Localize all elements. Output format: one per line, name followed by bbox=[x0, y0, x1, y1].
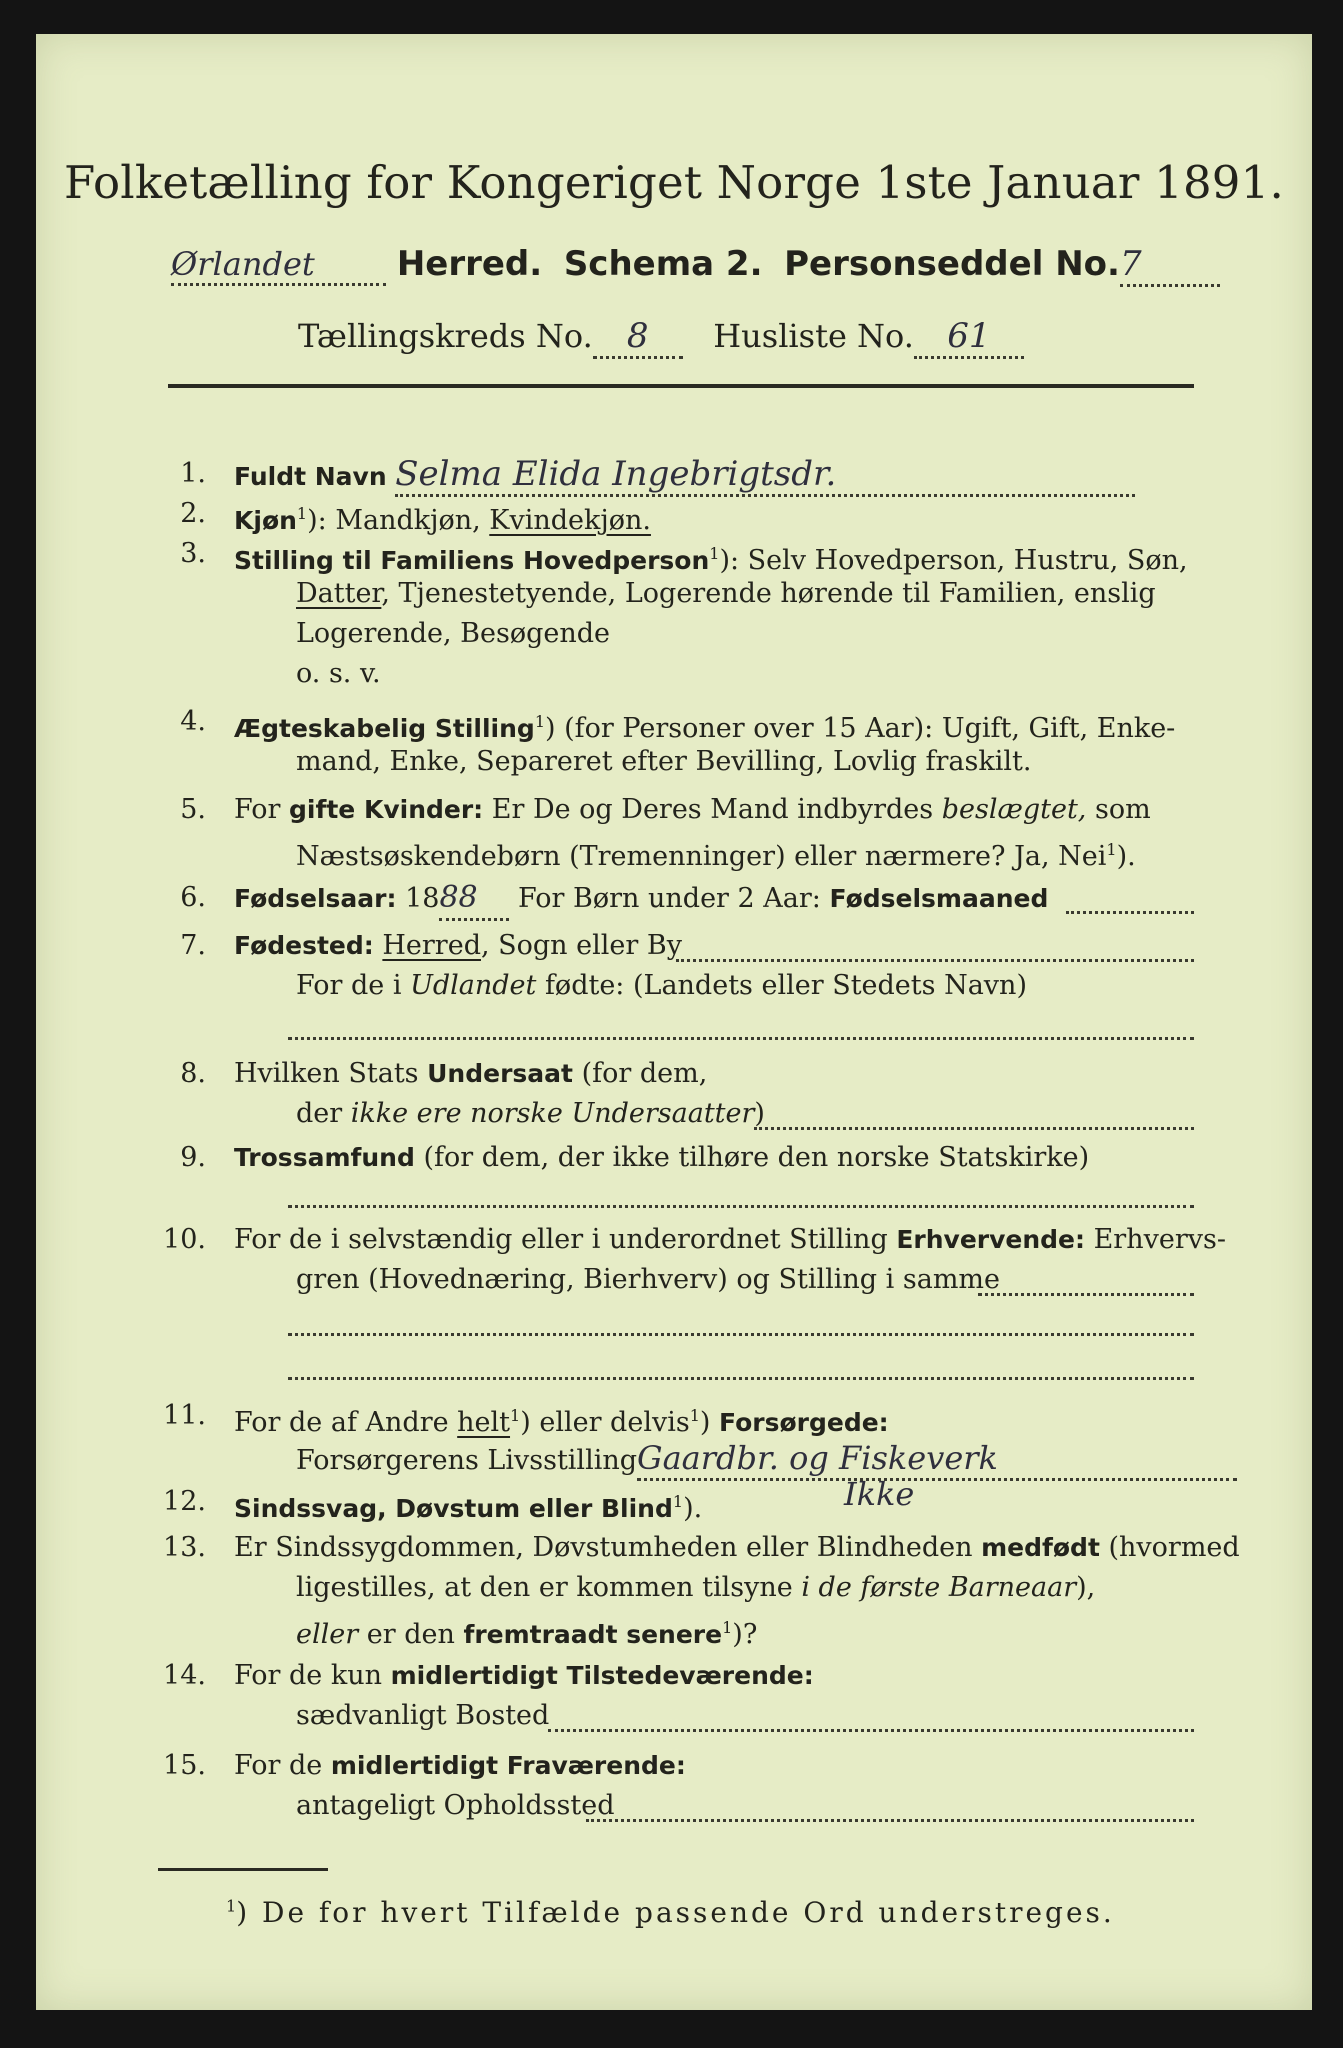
q4-line2: mand, Enke, Separeret efter Bevilling, Lovlig fraskilt. bbox=[296, 746, 1032, 777]
item-number: 7. bbox=[180, 930, 206, 961]
q6-value: 88 bbox=[439, 878, 509, 921]
q11-text: ) bbox=[699, 1407, 720, 1438]
item-number: 3. bbox=[180, 538, 206, 569]
q7-line2 bbox=[296, 966, 1027, 1006]
q5-emphasis: beslægtet, bbox=[941, 794, 1087, 825]
herred-label: Herred. bbox=[396, 244, 543, 284]
q6-label2: Fødselsmaaned bbox=[829, 884, 1049, 913]
q10-row bbox=[234, 1220, 1226, 1260]
q5-text: For bbox=[234, 794, 290, 825]
footnote-mark: 1 bbox=[296, 504, 308, 523]
q12-text: ). bbox=[683, 1493, 703, 1524]
item-number: 11. bbox=[163, 1400, 206, 1431]
census-form-sheet bbox=[36, 34, 1312, 2010]
q8-text: der bbox=[296, 1098, 351, 1129]
footnote-mark: 1 bbox=[722, 1618, 733, 1637]
q7-blank-line bbox=[288, 1037, 1194, 1040]
q9-blank-line bbox=[288, 1205, 1194, 1208]
q13-text: Er Sindssygdommen, Døvstumheden eller Blindheden bbox=[234, 1532, 982, 1563]
q10-line2: gren (Hovednæring, Bierhverv) og Stilling i samme bbox=[296, 1264, 1001, 1295]
footnote-mark: 1 bbox=[226, 1896, 237, 1916]
footnote-mark: 1 bbox=[510, 1406, 521, 1425]
q11-text: Forsørgerens Livsstilling bbox=[296, 1445, 638, 1476]
q10-label: Erhvervende: bbox=[896, 1225, 1086, 1254]
q5-text: Næstsøskendebørn (Tremenninger) eller nærmere? Ja, Nei bbox=[296, 841, 1107, 872]
q14-blank bbox=[548, 1729, 1194, 1732]
q12-label: Sindssvag, Døvstum eller Blind bbox=[234, 1494, 673, 1523]
personseddel-value: 7 bbox=[1120, 244, 1220, 287]
q12-row bbox=[234, 1482, 702, 1529]
q11-line2 bbox=[296, 1438, 1237, 1481]
q14-row bbox=[234, 1656, 814, 1696]
footnote-mark: 1 bbox=[1106, 840, 1117, 859]
q3-line3: Logerende, Besøgende bbox=[296, 618, 610, 649]
footnote-mark: 1 bbox=[709, 544, 720, 563]
q7-row bbox=[234, 926, 682, 966]
q3-selected: Datter bbox=[296, 578, 382, 609]
q11-text: For de af Andre bbox=[234, 1407, 458, 1438]
q11-value: Gaardbr. og Fiskeverk bbox=[637, 1438, 1237, 1481]
q13-text: (hvormed bbox=[1099, 1532, 1240, 1563]
q12-value: Ikke bbox=[844, 1475, 915, 1513]
q15-label: midlertidigt Fraværende: bbox=[330, 1751, 686, 1780]
q13-row bbox=[234, 1528, 1240, 1568]
q3-line2 bbox=[296, 574, 1156, 614]
q7-text: For de i bbox=[296, 970, 411, 1001]
q13-line2 bbox=[296, 1568, 1095, 1608]
q13-label: medfødt bbox=[981, 1533, 1100, 1562]
item-number: 12. bbox=[163, 1486, 206, 1517]
q3-line4: o. s. v. bbox=[296, 658, 381, 689]
q13-text: )? bbox=[732, 1619, 758, 1650]
personseddel-label: Personseddel No. bbox=[784, 244, 1120, 284]
kreds-value: 8 bbox=[593, 316, 683, 359]
q8-label: Undersaat bbox=[427, 1059, 573, 1088]
q3-text: ): Selv Hovedperson, Hustru, Søn, bbox=[719, 545, 1188, 576]
q6-text: For Børn under 2 Aar: bbox=[509, 883, 830, 914]
herred-value: Ørlandet bbox=[171, 245, 386, 286]
q13-emphasis: i de første Barneaar bbox=[801, 1572, 1077, 1603]
q13-emphasis: eller bbox=[296, 1619, 359, 1650]
q6-blank bbox=[1066, 911, 1194, 914]
q5-text: Er De og Deres Mand indbyrdes bbox=[483, 794, 942, 825]
q7-selected: Herred bbox=[382, 930, 481, 961]
footnote-mark: 1 bbox=[672, 1492, 684, 1511]
q11-row bbox=[234, 1396, 889, 1443]
footnote-rule bbox=[158, 1868, 328, 1871]
item-number: 2. bbox=[180, 498, 206, 529]
item-number: 14. bbox=[163, 1660, 206, 1691]
header-rule bbox=[168, 384, 1194, 388]
q11-selected: helt bbox=[457, 1407, 511, 1438]
q5-label: gifte Kvinder: bbox=[289, 795, 484, 824]
q7-emphasis: Udlandet bbox=[410, 970, 537, 1001]
kreds-line bbox=[298, 316, 1024, 359]
item-number: 4. bbox=[180, 706, 206, 737]
q5-line2 bbox=[296, 830, 1136, 877]
q15-blank bbox=[586, 1819, 1194, 1822]
q3-label: Stilling til Familiens Hovedperson bbox=[234, 546, 710, 575]
item-number: 15. bbox=[163, 1750, 206, 1781]
item-number: 10. bbox=[163, 1224, 206, 1255]
q8-row bbox=[234, 1054, 707, 1094]
q15-row bbox=[234, 1746, 686, 1786]
q7-text: , Sogn eller By bbox=[480, 930, 682, 961]
q7-text: fødte: (Landets eller Stedets Navn) bbox=[536, 970, 1027, 1001]
item-number: 8. bbox=[180, 1058, 206, 1089]
q13-label2: fremtraadt senere bbox=[463, 1620, 723, 1649]
q11-text: ) eller delvis bbox=[520, 1407, 690, 1438]
q13-text: ), bbox=[1076, 1572, 1096, 1603]
q3-text: , Tjenestetyende, Logerende hørende til Familien, enslig bbox=[381, 578, 1156, 609]
q10-blank bbox=[978, 1293, 1194, 1296]
footnote-mark: 1 bbox=[689, 1406, 700, 1425]
q13-text: ligestilles, at den er kommen tilsyne bbox=[296, 1572, 802, 1603]
q5-text: som bbox=[1086, 794, 1151, 825]
q10-blank-line bbox=[288, 1377, 1194, 1380]
q9-label: Trossamfund bbox=[234, 1143, 415, 1172]
husliste-label: Husliste No. bbox=[713, 317, 914, 355]
q14-line2: sædvanligt Bosted bbox=[296, 1700, 550, 1731]
q13-text: er den bbox=[358, 1619, 464, 1650]
q9-text: (for dem, der ikke tilhøre den norske Statskirke) bbox=[414, 1142, 1090, 1173]
q1-label: Fuldt Navn bbox=[234, 462, 387, 491]
schema-label: Schema 2. bbox=[563, 244, 763, 284]
q15-text: For de bbox=[234, 1750, 331, 1781]
item-number: 9. bbox=[180, 1142, 206, 1173]
item-number: 13. bbox=[163, 1532, 206, 1563]
q14-text: For de kun bbox=[234, 1660, 391, 1691]
q5-text: ). bbox=[1116, 841, 1136, 872]
q8-line2 bbox=[296, 1094, 765, 1134]
q5-row bbox=[234, 790, 1151, 830]
item-number: 1. bbox=[180, 458, 206, 489]
q14-label: midlertidigt Tilstedeværende: bbox=[390, 1661, 814, 1690]
husliste-value: 61 bbox=[914, 316, 1024, 359]
q13-line3 bbox=[296, 1608, 757, 1655]
q8-text: ) bbox=[754, 1098, 765, 1129]
footnote bbox=[226, 1896, 1115, 1929]
q4-text: ) (for Personer over 15 Aar): Ugift, Gift, Enke- bbox=[545, 713, 1176, 744]
q8-text: (for dem, bbox=[572, 1058, 708, 1089]
kreds-label: Tællingskreds No. bbox=[298, 317, 593, 355]
item-number: 5. bbox=[180, 794, 206, 825]
q8-emphasis: ikke ere norske Undersaatter bbox=[350, 1098, 755, 1129]
form-title: Folketælling for Kongeriget Norge 1ste Januar 1891. bbox=[64, 156, 1284, 209]
q6-text: 18 bbox=[396, 883, 440, 914]
item-number: 6. bbox=[180, 882, 206, 913]
q2-label: Kjøn bbox=[234, 506, 297, 535]
q10-text: For de i selvstændig eller i underordnet Stilling bbox=[234, 1224, 897, 1255]
footnote-mark: 1 bbox=[534, 712, 546, 731]
q8-text: Hvilken Stats bbox=[234, 1058, 428, 1089]
q6-row bbox=[234, 878, 1048, 921]
q9-row bbox=[234, 1138, 1089, 1178]
q1-row bbox=[234, 454, 1135, 497]
q7-blank bbox=[676, 959, 1194, 962]
q10-text: Erhvervs- bbox=[1085, 1224, 1226, 1255]
q2-text: ): Mandkjøn, bbox=[307, 505, 490, 536]
q11-label: Forsørgede: bbox=[719, 1408, 889, 1437]
q8-blank bbox=[754, 1127, 1194, 1130]
q2-selected: Kvindekjøn. bbox=[489, 505, 651, 536]
herred-line bbox=[171, 244, 1220, 287]
q7-label: Fødested: bbox=[234, 931, 374, 960]
q10-blank-line bbox=[288, 1333, 1194, 1336]
q15-line2: antageligt Opholdssted bbox=[296, 1790, 615, 1821]
q1-value: Selma Elida Ingebrigtsdr. bbox=[395, 454, 1135, 497]
q4-label: Ægteskabelig Stilling bbox=[234, 714, 535, 743]
footnote-text: ) De for hvert Tilfælde passende Ord understreges. bbox=[236, 1896, 1115, 1929]
q6-label: Fødselsaar: bbox=[234, 884, 397, 913]
